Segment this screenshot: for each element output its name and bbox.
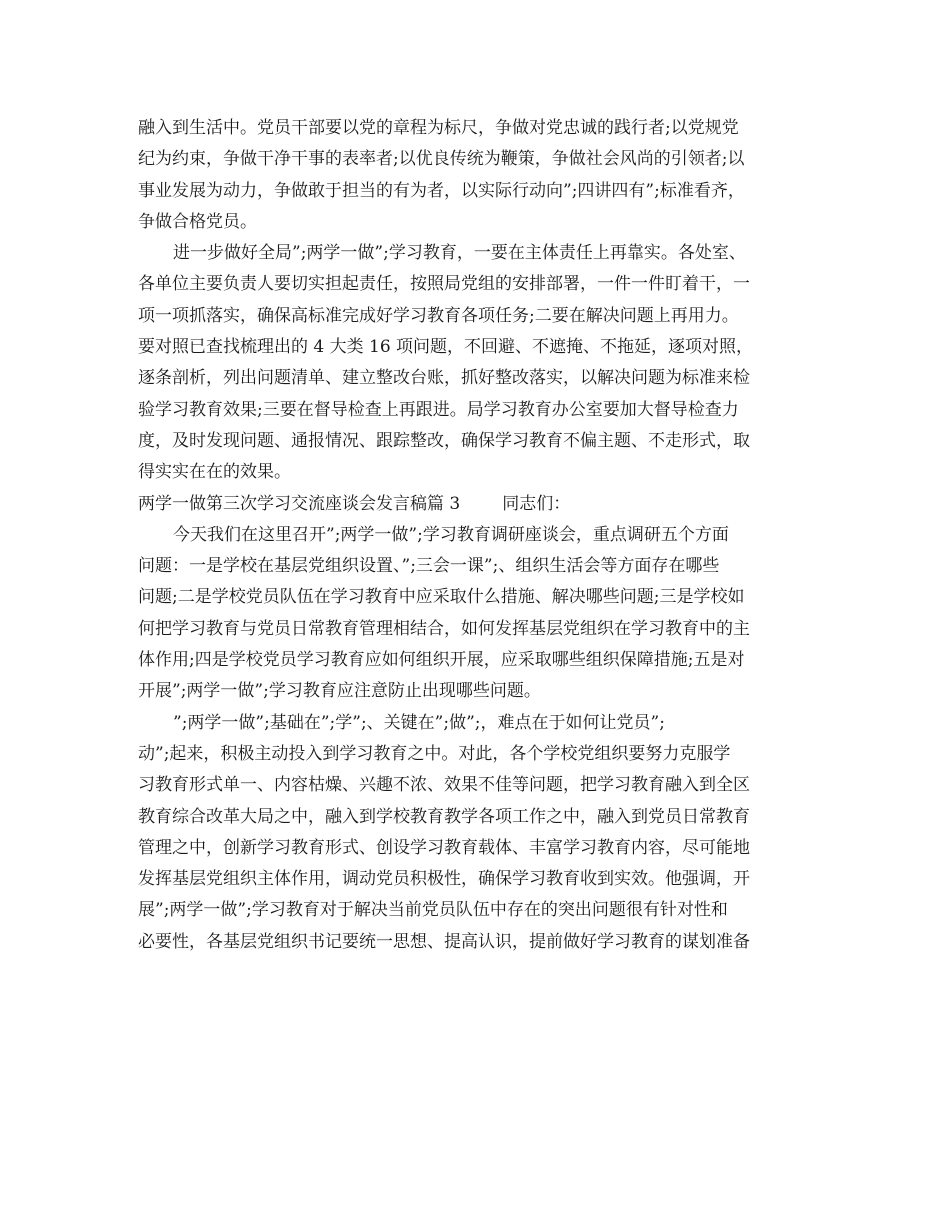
text-line: 动”;起来，积极主动投入到学习教育之中。对此，各个学校党组织要努力克服学 <box>138 743 731 764</box>
text-line: 问题：一是学校在基层党组织设置、”;三会一课”;、组织生活会等方面存在哪些 <box>138 556 720 577</box>
text-line: 度，及时发现问题、通报情况、跟踪整改，确保学习教育不偏主题、不走形式，取 <box>138 430 750 451</box>
text-line: 必要性，各基层党组织书记要统一思想、提高认识，提前做好学习教育的谋划准备 <box>138 931 750 952</box>
text-line: ”;两学一做”;基础在”;学”;、关键在”;做”;，难点在于如何让党员”; <box>173 712 665 733</box>
text-line: 教育综合改革大局之中，融入到学校教育教学各项工作之中，融入到党员日常教育 <box>138 806 750 827</box>
text-line: 问题;二是学校党员队伍在学习教育中应采取什么措施、解决哪些问题;三是学校如 <box>138 587 745 608</box>
document-page <box>138 113 828 958</box>
text-line: 项一项抓落实，确保高标准完成好学习教育各项任务;二要在解决问题上再用力。 <box>138 305 739 326</box>
text-line: 开展”;两学一做”;学习教育应注意防止出现哪些问题。 <box>138 681 541 702</box>
text-line: 融入到生活中。党员干部要以党的章程为标尺，争做对党忠诚的践行者;以党规党 <box>138 118 739 138</box>
text-line: 体作用;四是学校党员学习教育应如何组织开展，应采取哪些组织保障措施;五是对 <box>138 650 745 671</box>
heading-title: 两学一做第三次学习交流座谈会发言稿篇 3 <box>138 493 461 514</box>
paragraph-research-topics <box>138 520 828 708</box>
text-line: 进一步做好全局”;两学一做”;学习教育，一要在主体责任上再靠实。各处室、 <box>173 243 746 264</box>
text-line: 得实实在在的效果。 <box>138 462 291 483</box>
paragraph-overall-work <box>138 238 828 488</box>
text-line: 逐条剖析，列出问题清单、建立整改台账，抓好整改落实，以解决问题为标准来检 <box>138 368 750 389</box>
text-line: 发挥基层党组织主体作用，调动党员积极性，确保学习教育收到实效。他强调，开 <box>138 869 750 890</box>
text-line: 事业发展为动力，争做敢于担当的有为者，以实际行动向”;四讲四有”;标准看齐， <box>138 180 745 201</box>
paragraph-party-members <box>138 113 828 238</box>
text-line: 纪为约束，争做干净干事的表率者;以优良传统为鞭策，争做社会风尚的引领者;以 <box>138 149 745 170</box>
text-line: 要对照已查找梳理出的 4 大类 16 项问题，不回避、不遮掩、不拖延，逐项对照， <box>138 337 754 358</box>
section-heading <box>138 489 828 520</box>
text-line: 管理之中，创新学习教育形式、创设学习教育载体、丰富学习教育内容，尽可能地 <box>138 837 750 858</box>
text-line: 争做合格党员。 <box>138 211 257 232</box>
text-line: 验学习教育效果;三要在督导检查上再跟进。局学习教育办公室要加大督导检查力 <box>138 399 739 420</box>
text-line: 展”;两学一做”;学习教育对于解决当前党员队伍中存在的突出问题很有针对性和 <box>138 900 728 921</box>
heading-salutation: 同志们： <box>502 493 571 514</box>
paragraph-key-points <box>138 708 828 958</box>
text-line: 今天我们在这里召开”;两学一做”;学习教育调研座谈会，重点调研五个方面 <box>173 524 729 545</box>
text-line: 各单位主要负责人要切实担起责任，按照局党组的安排部署，一件一件盯着干，一 <box>138 274 750 295</box>
text-line: 何把学习教育与党员日常教育管理相结合，如何发挥基层党组织在学习教育中的主 <box>138 618 750 639</box>
text-line: 习教育形式单一、内容枯燥、兴趣不浓、效果不佳等问题，把学习教育融入到全区 <box>138 775 750 796</box>
